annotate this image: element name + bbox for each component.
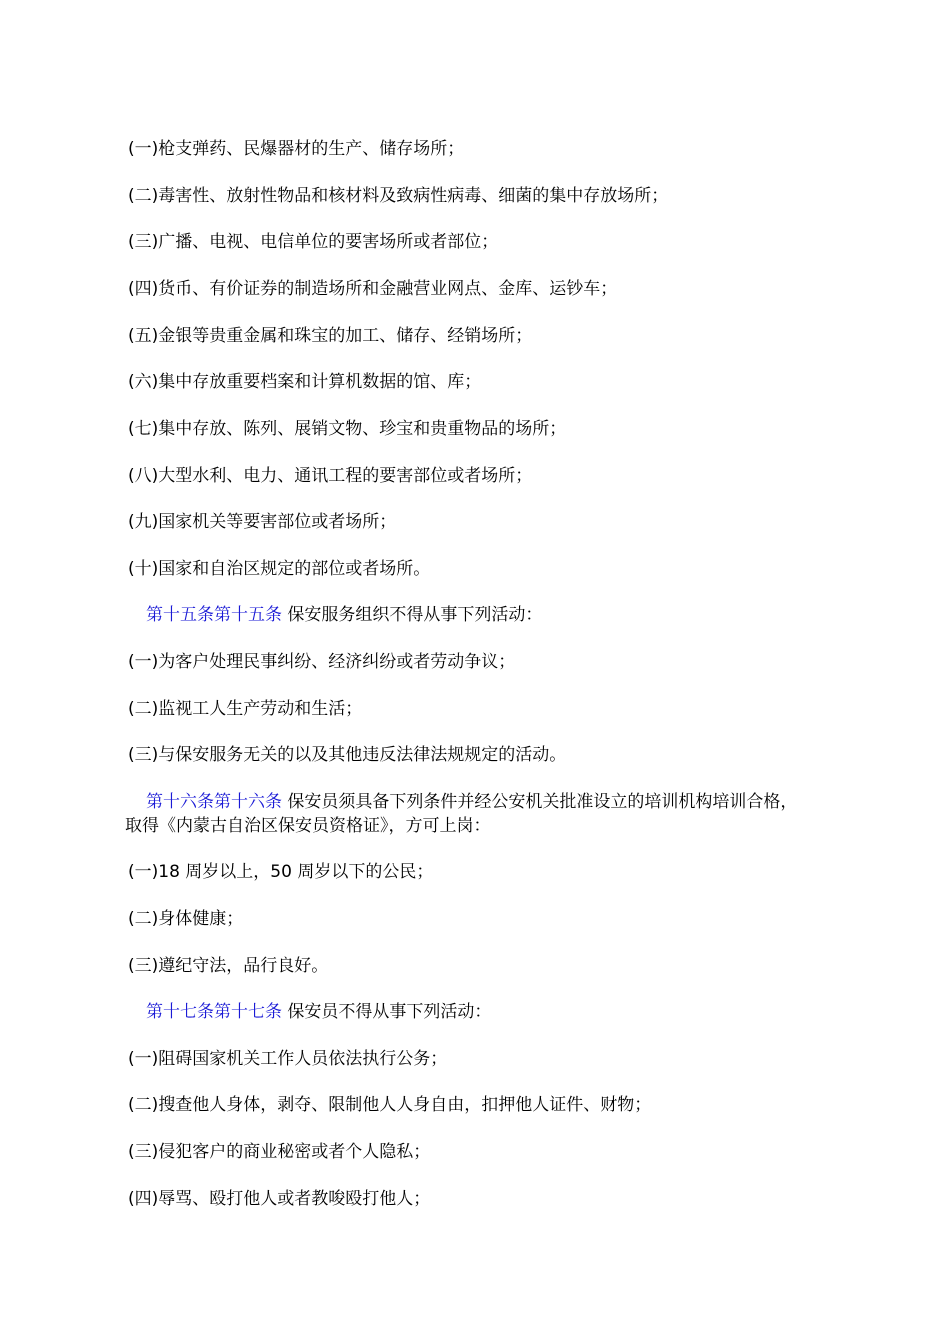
list-item: (一)阻碍国家机关工作人员依法执行公务； (128, 1049, 448, 1069)
article-17 (146, 1001, 491, 1023)
list-item: (一)为客户处理民事纠纷、经济纠纷或者劳动争议； (128, 652, 516, 672)
list-item: (三)与保安服务无关的以及其他违反法律法规规定的活动。 (128, 745, 567, 765)
list-item: (一)18 周岁以上，50 周岁以下的公民； (128, 862, 434, 882)
article-text: 保安员不得从事下列活动： (282, 1002, 492, 1022)
list-item: (六)集中存放重要档案和计算机数据的馆、库； (128, 372, 482, 392)
list-item: (三)广播、电视、电信单位的要害场所或者部位； (128, 232, 499, 252)
list-item: (八)大型水利、电力、通讯工程的要害部位或者场所； (128, 466, 533, 486)
list-item: (二)监视工人生产劳动和生活； (128, 699, 363, 719)
article-text: 保安服务组织不得从事下列活动： (282, 605, 543, 625)
article-number-link[interactable]: 第十六条第十六条 (146, 792, 282, 812)
list-item: (二)搜查他人身体，剥夺、限制他人人身自由，扣押他人证件、财物； (128, 1095, 652, 1115)
list-item: (五)金银等贵重金属和珠宝的加工、储存、经销场所； (128, 326, 533, 346)
article-text: 保安员须具备下列条件并经公安机关批准设立的培训机构培训合格， (282, 792, 798, 812)
article-16 (146, 791, 797, 813)
list-item: (四)辱骂、殴打他人或者教唆殴打他人； (128, 1189, 431, 1209)
list-item: (一)枪支弹药、民爆器材的生产、储存场所； (128, 139, 465, 159)
list-item: (四)货币、有价证券的制造场所和金融营业网点、金库、运钞车； (128, 279, 618, 299)
article-15 (146, 604, 542, 626)
list-item: (七)集中存放、陈列、展销文物、珍宝和贵重物品的场所； (128, 419, 567, 439)
list-item: (二)身体健康； (128, 909, 244, 929)
list-item: (十)国家和自治区规定的部位或者场所。 (128, 559, 431, 579)
list-item: (三)遵纪守法，品行良好。 (128, 956, 329, 976)
list-item: (九)国家机关等要害部位或者场所； (128, 512, 397, 532)
article-16-continuation: 取得《内蒙古自治区保安员资格证》，方可上岗： (125, 816, 491, 836)
list-item: (二)毒害性、放射性物品和核材料及致病性病毒、细菌的集中存放场所； (128, 186, 669, 206)
article-number-link[interactable]: 第十七条第十七条 (146, 1002, 282, 1022)
article-number-link[interactable]: 第十五条第十五条 (146, 605, 282, 625)
list-item: (三)侵犯客户的商业秘密或者个人隐私； (128, 1142, 431, 1162)
